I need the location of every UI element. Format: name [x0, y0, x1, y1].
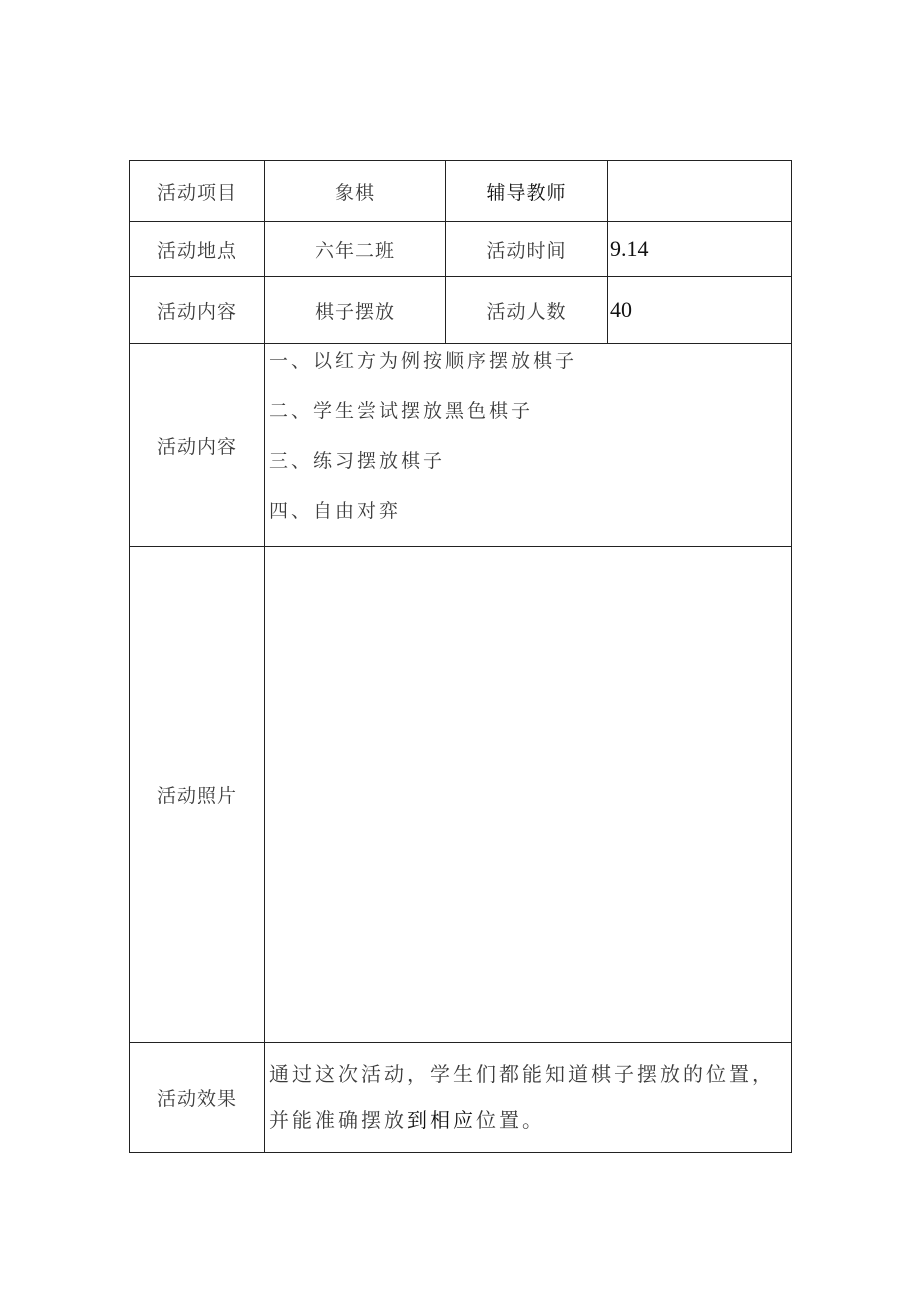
participant-count-label: 活动人数 [446, 277, 608, 344]
table-row-content-short [130, 277, 792, 344]
list-item: 一、以红方为例按顺序摆放棋子 [269, 350, 578, 372]
table-row-content-detail [130, 344, 792, 547]
activity-content-value: 棋子摆放 [265, 277, 446, 344]
table-row-photos [130, 547, 792, 1043]
participant-count-value: 40 [608, 277, 792, 344]
activity-photos-label: 活动照片 [130, 547, 265, 1043]
activity-location-value: 六年二班 [265, 222, 446, 277]
list-item: 三、练习摆放棋子 [269, 450, 446, 472]
activity-content-list [265, 344, 792, 547]
activity-content-detail-label: 活动内容 [130, 344, 265, 547]
activity-time-label: 活动时间 [446, 222, 608, 277]
effect-text-part3: 位置。 [476, 1108, 545, 1132]
list-item: 四、自由对弈 [269, 500, 402, 522]
table-row-location [130, 222, 792, 277]
table-row-effect [130, 1043, 792, 1153]
activity-project-value: 象棋 [265, 161, 446, 222]
activity-time-value: 9.14 [608, 222, 792, 277]
list-item: 二、学生尝试摆放黑色棋子 [269, 400, 534, 422]
instructor-label: 辅导教师 [446, 161, 608, 222]
activity-effect-text [269, 1051, 791, 1143]
activity-location-label: 活动地点 [130, 222, 265, 277]
activity-effect-label: 活动效果 [130, 1043, 265, 1153]
table-row-project [130, 161, 792, 222]
activity-record-table [129, 160, 792, 1153]
activity-content-label: 活动内容 [130, 277, 265, 344]
effect-text-part1: 通过这次活动，学生们都能知道棋子摆放的位置，并能准确摆放 [269, 1062, 775, 1132]
activity-photos-area [265, 547, 792, 1043]
activity-effect-cell [265, 1043, 792, 1153]
activity-project-label: 活动项目 [130, 161, 265, 222]
effect-text-part2: 到相应 [407, 1108, 476, 1132]
instructor-value [608, 161, 792, 222]
